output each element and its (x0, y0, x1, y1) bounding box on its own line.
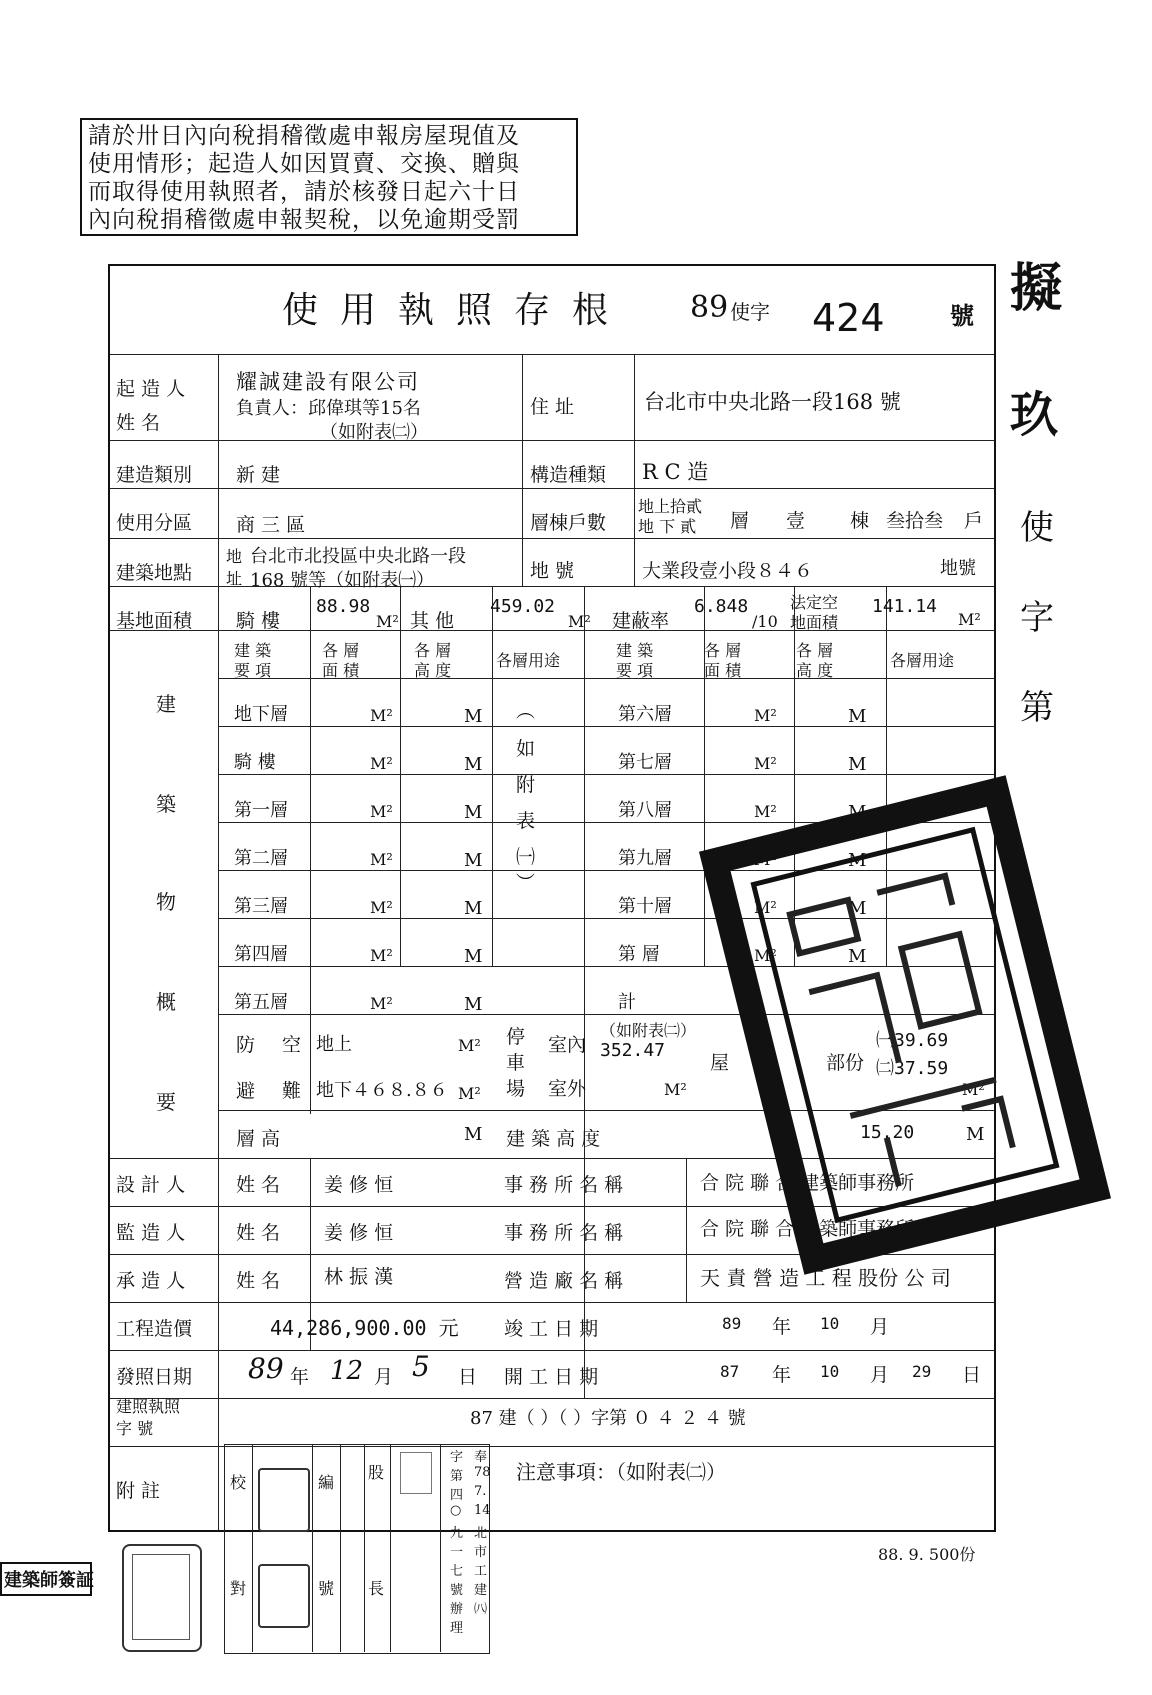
use-note: 如 (516, 738, 536, 760)
notice-line: 請於卅日內向稅捐稽徵處申報房屋現值及 (88, 123, 520, 149)
unit: M² (458, 1084, 481, 1103)
unit: M² (376, 612, 399, 631)
unit: M² (754, 850, 777, 869)
shelter-below: 地下４６８.８６ (316, 1080, 448, 1101)
other-area: 459.02 (490, 596, 556, 617)
reference-char: 號 (450, 1583, 464, 1598)
section-label: 概 (156, 990, 176, 1014)
day-unit: 日 (458, 1366, 478, 1388)
contractor-label: 承 造 人 (116, 1270, 186, 1292)
start-date-label: 開 工 日 期 (504, 1366, 599, 1388)
units-count: 叁拾叁 (886, 510, 944, 532)
floor-label: 第三層 (234, 896, 288, 917)
start-month: 10 (820, 1362, 840, 1381)
unit: M² (458, 1036, 481, 1055)
month-unit: 月 (870, 1364, 890, 1386)
floor-label: 第七層 (618, 752, 672, 773)
cost-value: 44,286,900.00 元 (270, 1316, 459, 1340)
building-height-value: 15.20 (860, 1122, 915, 1143)
completion-year: 89 (722, 1314, 742, 1333)
reference-char: 第 (450, 1469, 464, 1484)
name-label: 姓 名 (236, 1270, 281, 1292)
col-header: 各 層 (704, 641, 742, 660)
proof-label: 對 (230, 1579, 247, 1598)
reference-char: ㈧ (474, 1602, 488, 1617)
section-label: 築 (156, 792, 176, 816)
col-header: 建 築 (616, 641, 654, 660)
remarks-note: 注意事項：（如附表㈡） (516, 1460, 726, 1484)
build-type-value: 新 建 (236, 464, 281, 486)
floors-unit: 層 (730, 510, 750, 532)
number-label: 號 (318, 1579, 335, 1598)
unit: M (464, 850, 483, 871)
parking-label: 場 (506, 1078, 526, 1100)
name-label: 姓 名 (236, 1174, 281, 1196)
shelter-label: 避 (236, 1080, 256, 1102)
designer-name: 姜 修 恒 (324, 1174, 394, 1196)
unit: M (464, 1124, 483, 1145)
col-header: 高 度 (796, 661, 834, 680)
building-height-label: 建 築 高 度 (506, 1128, 601, 1150)
lot-value: 大業段壹小段８４６ (642, 560, 814, 582)
units-unit: 戶 (964, 510, 984, 532)
permit-number: 424 (812, 296, 885, 340)
reference-char: 四 (450, 1488, 464, 1503)
unit: M² (754, 802, 777, 821)
permit-suffix: 號 (950, 301, 974, 330)
shelter-label: 防 (236, 1034, 256, 1056)
floor-label: 第二層 (234, 848, 288, 869)
remarks-label: 附 註 (116, 1480, 161, 1502)
margin-char: 玖 (1010, 387, 1059, 443)
shelter-above: 地上 (316, 1034, 352, 1055)
unit: M² (370, 706, 393, 725)
year-unit: 年 (290, 1366, 310, 1388)
unit: M (464, 898, 483, 919)
unit: M (848, 898, 867, 919)
parking-outdoor-label: 室外 (548, 1078, 587, 1100)
unit: M (848, 754, 867, 775)
col-header: 各 層 (414, 641, 452, 660)
area-label: 基地面積 (116, 610, 193, 632)
permit-year: 89 (690, 290, 729, 325)
margin-char: 擬 (1010, 258, 1063, 319)
floor-label: 第十層 (618, 896, 672, 917)
reference-char: 市 (474, 1545, 488, 1560)
unit: M² (370, 946, 393, 965)
permit-type: 使字 (730, 300, 770, 324)
permit-no-value: 87 建（ ）（ ）字第 ０ ４ ２ ４ 號 (470, 1408, 746, 1429)
contractor-office: 天 責 營 造 工 程 股份 公 司 (700, 1266, 951, 1290)
unit: M (966, 1124, 985, 1145)
reference-char: 7. (474, 1484, 487, 1499)
floor-label: 第八層 (618, 800, 672, 821)
col-header: 面 積 (322, 661, 360, 680)
supervisor-office: 合 院 聯 合 建築師事務所 (700, 1218, 915, 1240)
issue-date-label: 發照日期 (116, 1366, 193, 1388)
unit: M (848, 802, 867, 823)
floors-above: 地上拾貳 (638, 497, 703, 516)
unit: M (464, 706, 483, 727)
form-title: 使用執照存根 (282, 290, 631, 331)
architect-seal (122, 1544, 202, 1652)
approval-stamp (258, 1468, 310, 1532)
col-header: 各層用途 (890, 651, 955, 670)
floors-label: 層棟戶數 (530, 512, 607, 534)
margin-char: 第 (1020, 688, 1054, 728)
use-note: 附 (516, 774, 536, 796)
owner-company: 耀誠建設有限公司 (236, 370, 420, 394)
reference-char: 78 (474, 1465, 491, 1480)
unit: M² (754, 706, 777, 725)
margin-char: 字 (1020, 598, 1054, 638)
unit: M (848, 946, 867, 967)
owner-attach: （如附表㈡） (320, 422, 428, 443)
buildings-unit: 棟 (850, 510, 870, 532)
day-unit: 日 (962, 1364, 982, 1386)
owner-address: 台北市中央北路一段168 號 (644, 390, 901, 414)
unit: M² (962, 1080, 985, 1099)
floor-label: 地下層 (234, 704, 288, 725)
month-unit: 月 (374, 1366, 394, 1388)
office-label: 營 造 廠 名 稱 (504, 1270, 624, 1292)
site-address: 168 號等（如附表㈠） (250, 570, 435, 591)
unit: M² (664, 1080, 687, 1099)
coverage-value: 6.848 (694, 596, 749, 617)
architect-sign-box (0, 1562, 92, 1596)
floor-label: 計 (618, 992, 636, 1013)
parking-indoor-value: 352.47 (600, 1040, 666, 1061)
coverage-label: 建蔽率 (612, 610, 670, 632)
contractor-name: 林 振 漢 (324, 1266, 394, 1288)
supervisor-label: 監 造 人 (116, 1222, 186, 1244)
reference-char: 一 (450, 1545, 464, 1560)
floor-label: 騎 樓 (234, 752, 276, 773)
floor-label: 第九層 (618, 848, 672, 869)
supervisor-name: 姜 修 恒 (324, 1222, 394, 1244)
structure-label: 構造種類 (530, 464, 607, 486)
arcade-area: 88.98 (316, 596, 371, 617)
unit: M² (370, 994, 393, 1013)
zone-value: 商 三 區 (236, 514, 306, 536)
buildings-count: 壹 (786, 510, 806, 532)
use-note: ︵ (516, 700, 536, 722)
reference-char: 字 (450, 1450, 464, 1465)
unit: M² (754, 754, 777, 773)
site-label: 建築地點 (116, 562, 193, 584)
col-header: 要 項 (616, 661, 654, 680)
structure-value: R C 造 (642, 460, 709, 484)
number-label: 編 (318, 1473, 335, 1492)
unit: M (464, 802, 483, 823)
reference-char: 建 (474, 1583, 488, 1598)
parking-label: 停 (506, 1026, 526, 1048)
reference-char: 辦 (450, 1602, 464, 1617)
reference-char: 奉 (474, 1450, 488, 1465)
unit: M (464, 946, 483, 967)
use-note: 表 (516, 810, 536, 832)
architect-sign-label: 建築師簽証 (4, 1570, 94, 1591)
year-unit: 年 (772, 1316, 792, 1338)
floor-height-label: 層 高 (236, 1128, 281, 1150)
notice-box (80, 118, 578, 236)
col-header: 建 築 (234, 641, 272, 660)
lot-label: 地 號 (530, 560, 575, 582)
floor-label: 第一層 (234, 800, 288, 821)
reference-char: 九 (450, 1526, 464, 1541)
address-label: 住 址 (530, 396, 575, 418)
small-stamp (400, 1452, 432, 1494)
col-header: 要 項 (234, 661, 272, 680)
section-chief-label: 長 (368, 1579, 385, 1598)
floor-label: 第五層 (234, 992, 288, 1013)
issue-month: 12 (330, 1356, 364, 1386)
name-label: 姓 名 (236, 1222, 281, 1244)
site-address: 台北市北投區中央北路一段 (250, 546, 466, 567)
roof-value: ㈠39.69 (876, 1030, 949, 1051)
use-note: ︶ (516, 872, 536, 894)
col-header: 各 層 (796, 641, 834, 660)
parking-label: 車 (506, 1052, 526, 1074)
unit: M² (370, 898, 393, 917)
unit: M (464, 994, 483, 1015)
designer-label: 設 計 人 (116, 1174, 186, 1196)
start-day: 29 (912, 1362, 932, 1381)
unit: M² (370, 754, 393, 773)
coverage-denominator: /10 (752, 612, 778, 631)
use-note: ㈠ (516, 846, 536, 868)
col-header: 各 層 (322, 641, 360, 660)
col-header: 面 積 (704, 661, 742, 680)
floor-label: 第四層 (234, 944, 288, 965)
approval-stamp (258, 1564, 310, 1628)
year-unit: 年 (772, 1364, 792, 1386)
reference-char: 北 (474, 1526, 488, 1541)
arcade-label: 騎 樓 (236, 610, 281, 632)
unit: M (464, 754, 483, 775)
office-label: 事 務 所 名 稱 (504, 1174, 624, 1196)
open-space-label: 地面積 (790, 613, 839, 632)
col-header: 各層用途 (496, 651, 561, 670)
open-space-label: 法定空 (790, 593, 839, 612)
shelter-label: 空 (282, 1034, 302, 1056)
unit: M² (754, 898, 777, 917)
section-chief-label: 股 (368, 1463, 385, 1482)
proof-label: 校 (230, 1473, 247, 1492)
start-year: 87 (720, 1362, 740, 1381)
completion-month: 10 (820, 1314, 840, 1333)
issue-year: 89 (248, 1352, 284, 1385)
other-label: 其 他 (410, 610, 455, 632)
unit: M (848, 706, 867, 727)
open-space-value: 141.14 (872, 596, 938, 617)
designer-office: 合 院 聯 合 建築師事務所 (700, 1172, 915, 1194)
print-info: 88. 9. 500份 (878, 1545, 976, 1564)
issue-day: 5 (412, 1350, 430, 1383)
unit: M² (754, 946, 777, 965)
completion-label: 竣 工 日 期 (504, 1318, 599, 1340)
section-label: 物 (156, 890, 176, 914)
site-di: 地 (226, 547, 243, 566)
reference-text (440, 1446, 500, 1656)
unit: M² (370, 802, 393, 821)
owner-label: 姓 名 (116, 412, 161, 434)
section-label: 建 (156, 692, 176, 716)
notice-line: 使用情形；起造人如因買賣、交換、贈與 (88, 151, 520, 177)
col-header: 高 度 (414, 661, 452, 680)
site-zhi: 址 (226, 569, 243, 588)
roof-label: 部份 (826, 1052, 865, 1074)
owner-label: 起 造 人 (116, 378, 186, 400)
lot-suffix: 地號 (940, 558, 976, 579)
reference-char: 工 (474, 1564, 488, 1579)
parking-note: （如附表㈡） (600, 1021, 697, 1040)
parking-indoor-label: 室內 (548, 1034, 587, 1056)
unit: M² (958, 610, 981, 629)
shelter-label: 難 (282, 1080, 302, 1102)
build-type-label: 建造類別 (116, 464, 193, 486)
unit: M² (370, 850, 393, 869)
reference-char: ○ (450, 1503, 462, 1518)
reference-char: 七 (450, 1564, 464, 1579)
roof-label: 屋 (710, 1052, 730, 1074)
owner-rep: 負責人：邱偉琪等15名 (236, 398, 421, 419)
zone-label: 使用分區 (116, 512, 193, 534)
notice-line: 而取得使用執照者，請於核發日起六十日 (88, 179, 520, 205)
month-unit: 月 (870, 1316, 890, 1338)
floor-label: 第六層 (618, 704, 672, 725)
permit-no-label: 字 號 (116, 1419, 154, 1438)
office-label: 事 務 所 名 稱 (504, 1222, 624, 1244)
reference-char: 14 (474, 1503, 491, 1518)
section-label: 要 (156, 1090, 176, 1114)
unit: M² (568, 612, 591, 631)
floors-below: 地 下 貳 (638, 517, 697, 536)
unit: M (848, 850, 867, 871)
reference-char: 理 (450, 1621, 464, 1636)
cost-label: 工程造價 (116, 1318, 193, 1340)
notice-line: 內向稅捐稽徵處申報契稅，以免逾期受罰 (88, 207, 520, 233)
permit-no-label: 建照執照 (116, 1397, 181, 1416)
floor-label: 第 層 (618, 944, 660, 965)
roof-value: ㈡37.59 (876, 1058, 949, 1079)
margin-char: 使 (1020, 508, 1054, 548)
